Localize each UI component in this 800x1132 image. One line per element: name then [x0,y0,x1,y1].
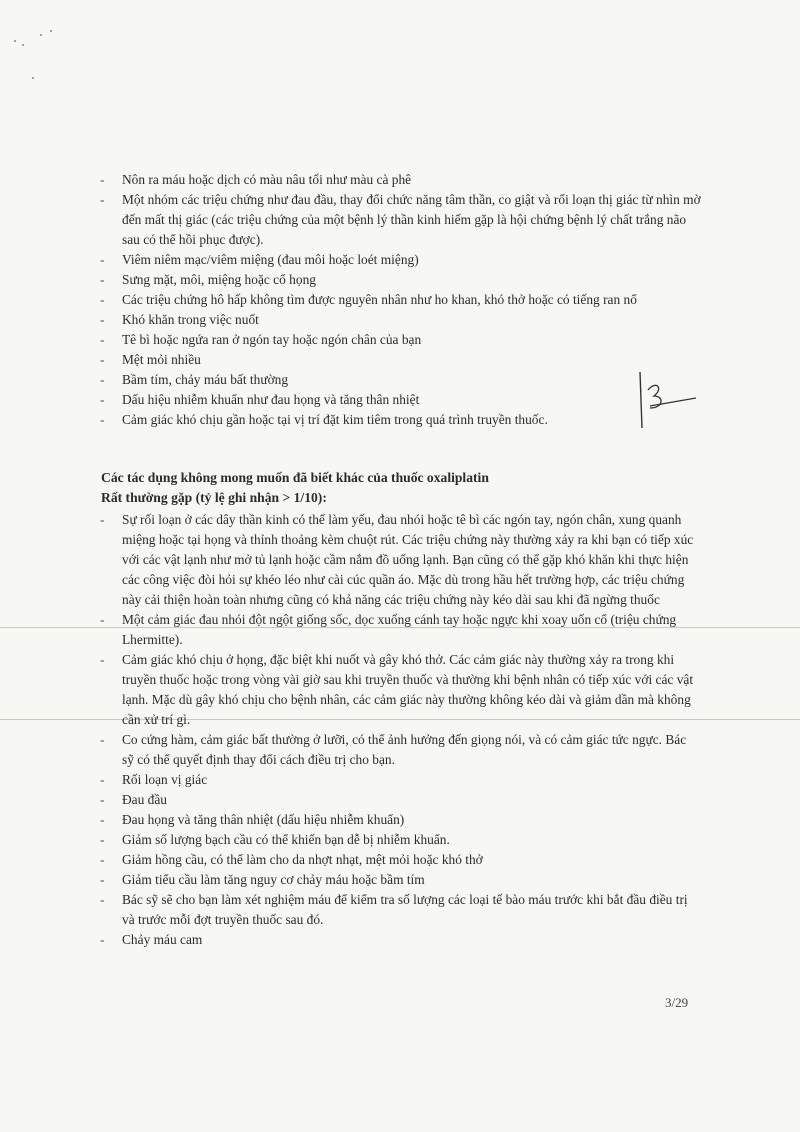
symptom-list [100,170,702,430]
scan-specks [10,22,70,92]
list-item: - Các triệu chứng hô hấp không tìm được nguyên nhân như ho khan, khó thở hoặc có tiếng ran nổ [100,292,637,307]
list-item: - Bác sỹ sẽ cho bạn làm xét nghiệm máu để kiểm tra số lượng các loại tế bào máu trước khi bắt đầu điều trị và trước mỗi đợt truyền thuốc sau đó. [100,892,688,927]
list-item: - Viêm niêm mạc/viêm miệng (đau môi hoặc loét miệng) [100,252,419,267]
list-item: - Mệt mỏi nhiều [100,352,201,367]
list-item: - Một cảm giác đau nhói đột ngột giống sốc, dọc xuống cánh tay hoặc ngực khi xoay uốn cổ (triệu chứng Lhermitte). [100,612,677,647]
list-item: - Giảm tiểu cầu làm tăng nguy cơ chảy máu hoặc bầm tím [100,872,425,887]
list-item: - Dấu hiệu nhiễm khuẩn như đau họng và tăng thân nhiệt [100,392,420,407]
speck [50,30,52,32]
speck [22,44,24,46]
list-item: - Đau họng và tăng thân nhiệt (dấu hiệu nhiễm khuẩn) [100,812,405,827]
list-item: - Nôn ra máu hoặc dịch có màu nâu tối như màu cà phê [100,172,412,187]
list-item: - Chảy máu cam [100,932,203,947]
list-item: - Cảm giác khó chịu gần hoặc tại vị trí đặt kim tiêm trong quá trình truyền thuốc. [100,412,548,427]
list-item: - Một nhóm các triệu chứng như đau đầu, thay đổi chức năng tâm thần, co giật và rối loạn thị giác từ nhìn mờ đến mất thị giác (các triệu chứng của một bệnh lý thần kinh hiếm gặp là hội chứng bệnh lý chất trắng não sau có thể hồi phục được). [100,192,701,247]
list-item: - Giảm hồng cầu, có thể làm cho da nhợt nhạt, mệt mỏi hoặc khó thở [100,852,483,867]
frequency-subheading: Rất thường gặp (tỷ lệ ghi nhận > 1/10): [101,490,327,505]
speck [40,34,42,36]
list-item: - Sự rối loạn ở các dây thần kinh có thể làm yếu, đau nhói hoặc tê bì các ngón tay, ngón chân, xung quanh miệng hoặc tại họng và thỉnh thoảng kèm chuột rút. Các triệu chứng này thường xảy ra khi bạn có tiếp xúc với các vật lạnh như mở tủ lạnh hoặc cầm nắm đồ uống lạnh. Bạn cũng có thể gặp khó khăn khi thực hiện các công việc đòi hỏi sự khéo léo như cài cúc quần áo. Mặc dù trong hầu hết trường hợp, các triệu chứng này cải thiện hoàn toàn nhưng cũng có khả năng các triệu chứng này kéo dài sau khi đã ngừng thuốc [100,512,694,607]
page-number: 3/29 [665,995,689,1010]
signature-mark [630,370,700,430]
common-effects-list [100,510,698,950]
section-heading: Các tác dụng không mong muốn đã biết khác của thuốc oxaliplatin [101,470,489,485]
list-item: - Tê bì hoặc ngứa ran ở ngón tay hoặc ngón chân của bạn [100,332,422,347]
list-item: - Cảm giác khó chịu ở họng, đặc biệt khi nuốt và gây khó thở. Các cảm giác này thường xảy ra trong khi truyền thuốc hoặc trong vòng vài giờ sau khi truyền thuốc và thường khi bệnh nhân có tiếp xúc với các vật lạnh. Mặc dù gây khó chịu cho bệnh nhân, các cảm giác này thường không kéo dài và giảm dần mà không cần xử trí gì. [100,652,694,727]
list-item: - Co cứng hàm, cảm giác bất thường ở lưỡi, có thể ảnh hưởng đến giọng nói, và có cảm giác tức ngực. Bác sỹ có thể quyết định thay đổi cách điều trị cho bạn. [100,732,687,767]
speck [32,77,34,79]
list-item: - Sưng mặt, môi, miệng hoặc cổ họng [100,272,316,287]
list-item: - Rối loạn vị giác [100,772,208,787]
list-item: - Giảm số lượng bạch cầu có thể khiến bạn dễ bị nhiễm khuẩn. [100,832,450,847]
list-item: - Bầm tím, chảy máu bất thường [100,372,289,387]
list-item: - Đau đầu [100,792,167,807]
speck [14,40,16,42]
list-item: - Khó khăn trong việc nuốt [100,312,259,327]
